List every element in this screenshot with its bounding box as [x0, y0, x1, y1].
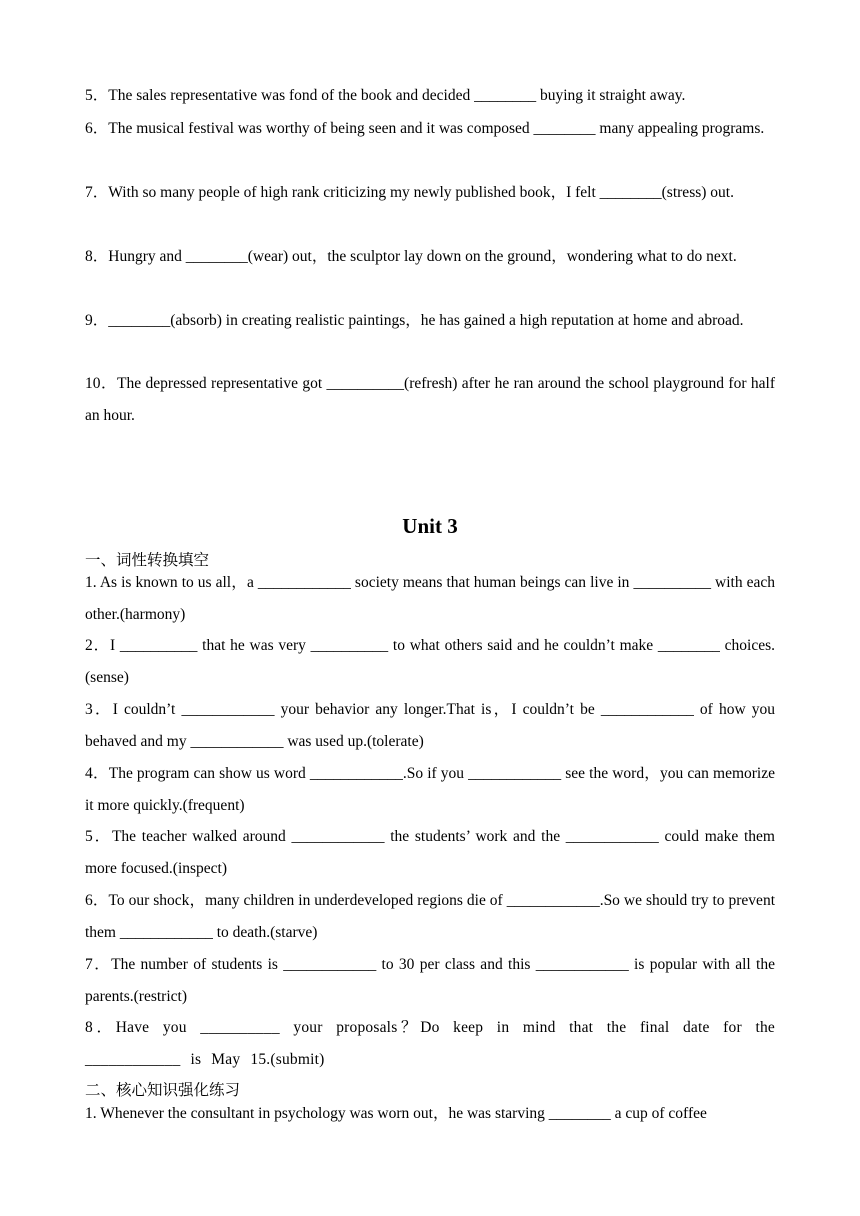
practice-item-1: 1. Whenever the consultant in psychology was worn out，he was starving ________ a cup of coffee: [85, 1105, 707, 1122]
exercise-item-10: 10．The depressed representative got __________(refresh) after he ran around the school playground for half an hour.: [85, 375, 775, 424]
word-form-item-1: 1. As is known to us all，a ____________ society means that human beings can live in __________ with each other.(harmony): [85, 574, 775, 623]
exercise-item-7: 7．With so many people of high rank criticizing my newly published book，I felt ________(stress) out.: [85, 184, 734, 201]
exercise-item-8: 8．Hungry and ________(wear) out，the sculptor lay down on the ground，wondering what to do next.: [85, 248, 737, 265]
exercise-item-5: 5．The sales representative was fond of the book and decided ________ buying it straight away.: [85, 87, 686, 104]
exercise-item-6: 6．The musical festival was worthy of being seen and it was composed ________ many appealing programs.: [85, 120, 765, 137]
word-form-item-4: 4．The program can show us word ____________.So if you ____________ see the word，you can memorize it more quickly.(frequent): [85, 765, 775, 814]
section-heading-word-forms: 一、词性转换填空: [85, 551, 210, 569]
word-form-item-6: 6．To our shock，many children in underdeveloped regions die of ____________.So we should try to prevent them ____________ to death.(starve): [85, 892, 775, 941]
word-form-item-5: 5．The teacher walked around ____________ the students’ work and the ____________ could make them more focused.(inspect): [85, 828, 775, 877]
word-form-item-8: 8．Have you __________ your proposals？Do keep in mind that the final date for the ____________ is May 15.(submit): [85, 1019, 775, 1068]
word-form-item-7: 7．The number of students is ____________ to 30 per class and this ____________ is popular with all the parents.(restrict): [85, 956, 775, 1005]
section-heading-core-practice: 二、核心知识强化练习: [85, 1081, 241, 1099]
word-form-item-2: 2．I __________ that he was very __________ to what others said and he couldn’t make ________ choices.(sense): [85, 637, 775, 686]
unit-title: Unit 3: [402, 514, 458, 538]
word-form-item-3: 3．I couldn’t ____________ your behavior any longer.That is，I couldn’t be ____________ of how you behaved and my ____________ was used up.(tolerate): [85, 701, 775, 750]
exercise-item-9: 9．________(absorb) in creating realistic paintings，he has gained a high reputation at home and abroad.: [85, 312, 744, 329]
